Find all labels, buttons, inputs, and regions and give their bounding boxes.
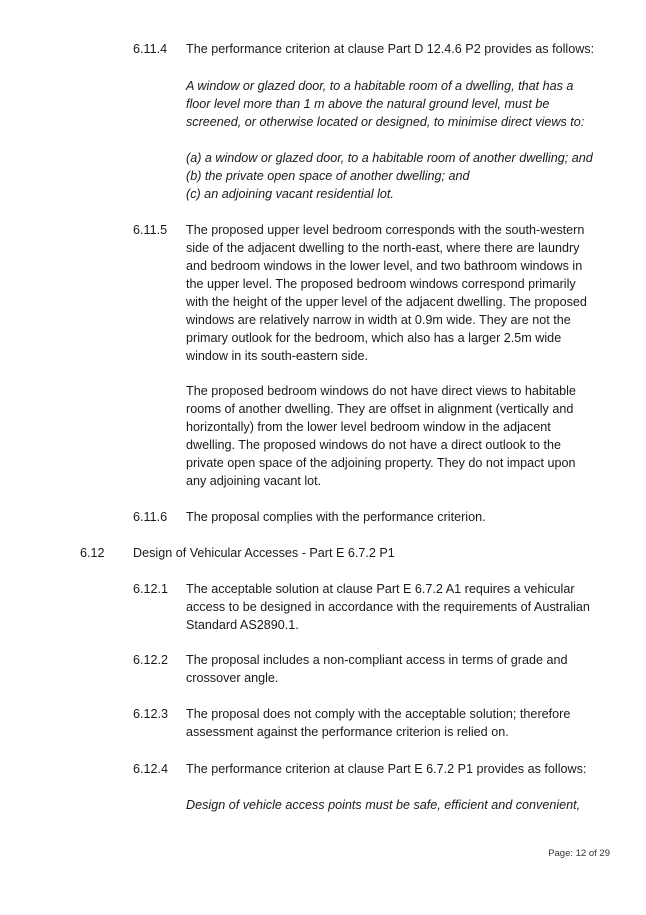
- text-line: Standard AS2890.1.: [186, 618, 299, 632]
- quote-line: screened, or otherwise located or designed, to minimise direct views to:: [186, 115, 585, 129]
- text-line: rooms of another dwelling. They are offset in alignment (vertically and: [186, 402, 574, 416]
- text-line: dwelling. The proposed windows do not have a direct outlook to the: [186, 438, 562, 452]
- text-line: windows are relatively narrow in width at 0.9m wide. They are not the: [186, 313, 571, 327]
- quote-line: floor level more than 1 m above the natural ground level, must be: [186, 97, 550, 111]
- text-line: private open space of the adjoining property. They do not impact upon: [186, 456, 576, 470]
- page-number: Page: 12 of 29: [548, 848, 610, 859]
- text-line: The acceptable solution at clause Part E 6.7.2 A1 requires a vehicular: [186, 582, 575, 596]
- clause-number: 6.11.6: [133, 510, 168, 524]
- list-item: (a) a window or glazed door, to a habitable room of another dwelling; and: [186, 151, 593, 165]
- text-line: any adjoining vacant lot.: [186, 474, 322, 488]
- section-number: 6.12: [80, 546, 105, 560]
- clause-number: 6.11.5: [133, 223, 168, 237]
- clause-number: 6.12.1: [133, 582, 169, 596]
- text-line: primary outlook for the bedroom, which also has a larger 2.5m wide: [186, 331, 562, 345]
- clause-number: 6.12.4: [133, 762, 169, 776]
- text-line: horizontally) from the lower level bedroom window in the adjacent: [186, 420, 551, 434]
- quoted-criterion-e6-7-2: [186, 796, 618, 814]
- clause-text: The performance criterion at clause Part D 12.4.6 P2 provides as follows:: [186, 42, 595, 56]
- text-line: crossover angle.: [186, 671, 279, 685]
- clause-6-12-1-text: [186, 580, 618, 634]
- criterion-list: [186, 149, 618, 203]
- clause-6-12-2-text: [186, 651, 618, 687]
- clause-6-12-3-text: [186, 705, 618, 741]
- text-line: assessment against the performance criterion is relied on.: [186, 725, 509, 739]
- text-line: window in its south-eastern side.: [186, 349, 369, 363]
- text-line: side of the adjacent dwelling to the north-east, where there are laundry: [186, 241, 580, 255]
- clause-6-11-5-paragraph-1: [186, 221, 618, 365]
- quoted-criterion-d12-4-6: [186, 77, 618, 131]
- text-line: The proposal does not comply with the acceptable solution; therefore: [186, 707, 571, 721]
- clause-number: 6.12.3: [133, 707, 169, 721]
- quote-line: Design of vehicle access points must be safe, efficient and convenient,: [186, 798, 581, 812]
- list-item: (c) an adjoining vacant residential lot.: [186, 187, 394, 201]
- clause-number: 6.12.2: [133, 653, 169, 667]
- text-line: The proposed upper level bedroom corresponds with the south-western: [186, 223, 585, 237]
- text-line: access to be designed in accordance with the requirements of Australian: [186, 600, 590, 614]
- clause-text: The performance criterion at clause Part E 6.7.2 P1 provides as follows:: [186, 762, 587, 776]
- quote-line: A window or glazed door, to a habitable room of a dwelling, that has a: [186, 79, 574, 93]
- clause-number: 6.11.4: [133, 42, 168, 56]
- list-item: (b) the private open space of another dwelling; and: [186, 169, 470, 183]
- text-line: with the height of the upper level of the adjacent dwelling. The proposed: [186, 295, 587, 309]
- clause-6-11-5-paragraph-2: [186, 382, 618, 490]
- section-title: Design of Vehicular Accesses - Part E 6.7.2 P1: [133, 546, 395, 560]
- text-line: and bedroom windows in the lower level, and two bathroom windows in: [186, 259, 583, 273]
- clause-text: The proposal complies with the performance criterion.: [186, 510, 486, 524]
- text-line: The proposed bedroom windows do not have direct views to habitable: [186, 384, 576, 398]
- text-line: The proposal includes a non-compliant access in terms of grade and: [186, 653, 568, 667]
- text-line: the upper level. The proposed bedroom windows correspond primarily: [186, 277, 576, 291]
